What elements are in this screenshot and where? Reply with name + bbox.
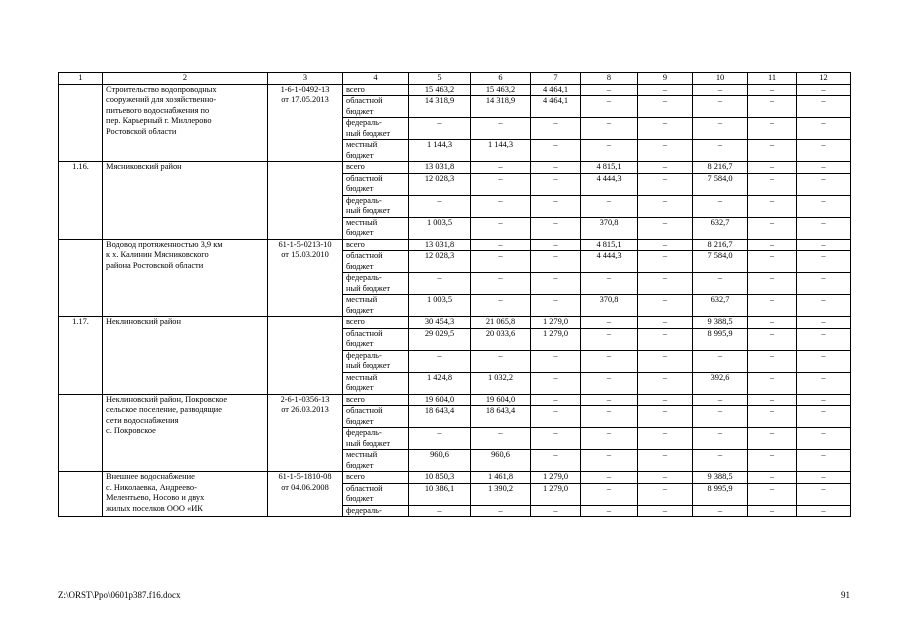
value-cell: – [471,162,531,174]
table-row [59,394,851,406]
value-cell: – [797,472,851,484]
value-cell: – [748,96,797,118]
value-cell: – [797,118,851,140]
value-cell: – [748,195,797,217]
value-cell: – [531,505,581,517]
value-cell: – [471,273,531,295]
value-cell: 21 065,8 [471,317,531,329]
header-cell: 8 [581,73,638,85]
value-cell: 10 850,3 [409,472,471,484]
value-cell: – [531,140,581,162]
value-cell: 8 216,7 [693,239,748,251]
value-cell: 14 318,9 [409,96,471,118]
value-cell: – [638,295,693,317]
funding-source: областной бюджет [343,483,409,505]
value-cell: 1 279,0 [531,317,581,329]
value-cell: – [748,317,797,329]
funding-source: местный бюджет [343,140,409,162]
value-cell: – [797,372,851,394]
document-table [58,72,851,517]
value-cell: – [581,394,638,406]
value-cell: – [471,195,531,217]
value-cell: 392,6 [693,372,748,394]
footer-file-path: Z:\ORST\Ppo\0601p387.f16.docx [58,590,181,600]
value-cell: – [797,350,851,372]
value-cell: – [638,350,693,372]
object-name: Мясниковский район [103,162,268,240]
value-cell: – [531,195,581,217]
value-cell: – [471,350,531,372]
value-cell: 9 388,5 [693,472,748,484]
value-cell: – [748,428,797,450]
value-cell: – [693,140,748,162]
value-cell: – [638,505,693,517]
value-cell: 18 643,4 [409,406,471,428]
item-number [59,239,103,317]
value-cell: – [638,394,693,406]
value-cell: – [693,118,748,140]
funding-source: всего [343,472,409,484]
value-cell: – [638,251,693,273]
value-cell: – [748,295,797,317]
value-cell: – [409,273,471,295]
value-cell: – [531,118,581,140]
value-cell: – [531,350,581,372]
value-cell: 370,8 [581,295,638,317]
value-cell: – [693,84,748,96]
header-cell: 9 [638,73,693,85]
value-cell: – [693,195,748,217]
value-cell: – [581,428,638,450]
value-cell: – [409,505,471,517]
value-cell: – [797,428,851,450]
value-cell: – [638,317,693,329]
value-cell: 15 463,2 [471,84,531,96]
document-number: 2-6-1-0356-13 от 26.03.2013 [268,394,343,472]
value-cell: – [471,239,531,251]
value-cell: – [638,450,693,472]
value-cell: – [797,483,851,505]
document-number: 61-1-5-1810-08 от 04.06.2008 [268,472,343,517]
value-cell: – [581,483,638,505]
value-cell: – [797,328,851,350]
document-number: 61-1-5-0213-10 от 15.03.2010 [268,239,343,317]
value-cell: 8 995,9 [693,328,748,350]
value-cell: – [638,428,693,450]
value-cell: – [748,483,797,505]
funding-source: федераль- ный бюджет [343,350,409,372]
value-cell: – [797,239,851,251]
value-cell: – [581,317,638,329]
item-number [59,84,103,162]
value-cell: 1 144,3 [409,140,471,162]
table-row [59,472,851,484]
value-cell: – [748,239,797,251]
funding-source: федераль- ный бюджет [343,195,409,217]
value-cell: – [409,195,471,217]
header-cell: 2 [103,73,268,85]
value-cell: 4 444,3 [581,173,638,195]
funding-source: всего [343,162,409,174]
value-cell: – [581,372,638,394]
value-cell: – [471,428,531,450]
header-cell: 12 [797,73,851,85]
header-row [59,73,851,85]
value-cell: – [748,173,797,195]
value-cell: – [748,472,797,484]
document-number [268,162,343,240]
value-cell: – [531,450,581,472]
value-cell: 4 815,1 [581,162,638,174]
value-cell: 960,6 [471,450,531,472]
value-cell: – [531,173,581,195]
value-cell: – [748,140,797,162]
value-cell: – [638,140,693,162]
value-cell: – [797,195,851,217]
value-cell: – [638,173,693,195]
value-cell: – [638,239,693,251]
value-cell: – [748,328,797,350]
value-cell: – [531,295,581,317]
value-cell: – [409,428,471,450]
value-cell: – [409,118,471,140]
funding-source: местный бюджет [343,450,409,472]
value-cell: – [693,428,748,450]
value-cell: – [797,96,851,118]
value-cell: – [471,295,531,317]
value-cell: – [581,84,638,96]
table-row [59,162,851,174]
value-cell: 1 003,5 [409,217,471,239]
value-cell: – [748,350,797,372]
value-cell: – [748,394,797,406]
value-cell: – [581,505,638,517]
header-cell: 1 [59,73,103,85]
value-cell: – [797,251,851,273]
value-cell: – [638,118,693,140]
value-cell: – [797,162,851,174]
funding-source: областной бюджет [343,406,409,428]
funding-source: всего [343,317,409,329]
value-cell: 1 144,3 [471,140,531,162]
value-cell: – [531,406,581,428]
value-cell: – [531,273,581,295]
value-cell: – [531,217,581,239]
value-cell: – [409,350,471,372]
value-cell: 8 995,9 [693,483,748,505]
value-cell: – [693,406,748,428]
table-row [59,317,851,329]
table-row [59,239,851,251]
value-cell: 632,7 [693,217,748,239]
value-cell: 12 028,3 [409,251,471,273]
value-cell: – [797,406,851,428]
value-cell: 4 815,1 [581,239,638,251]
funding-source: федераль- ный бюджет [343,118,409,140]
item-number: 1.17. [59,317,103,395]
value-cell: – [748,84,797,96]
value-cell: 7 584,0 [693,173,748,195]
value-cell: 12 028,3 [409,173,471,195]
value-cell: – [748,372,797,394]
value-cell: – [797,273,851,295]
value-cell: – [748,162,797,174]
item-number: 1.16. [59,162,103,240]
value-cell: – [748,450,797,472]
header-cell: 10 [693,73,748,85]
value-cell: – [693,450,748,472]
value-cell: – [531,162,581,174]
object-name: Водовод протяженностью 3,9 км к х. Калинин Мясниковского района Ростовской области [103,239,268,317]
value-cell: 13 031,8 [409,239,471,251]
value-cell: – [638,195,693,217]
funding-source: федераль- [343,505,409,517]
value-cell: 15 463,2 [409,84,471,96]
header-cell: 5 [409,73,471,85]
value-cell: 1 003,5 [409,295,471,317]
value-cell: – [797,450,851,472]
value-cell: 20 033,6 [471,328,531,350]
funding-source: областной бюджет [343,96,409,118]
object-name: Строительство водопроводных сооружений для хозяйственно- питьевого водоснабжения по пер. Карьерный г. Миллерово Ростовской области [103,84,268,162]
value-cell: 4 464,1 [531,84,581,96]
value-cell: 960,6 [409,450,471,472]
value-cell: – [471,118,531,140]
header-cell: 6 [471,73,531,85]
value-cell: – [693,394,748,406]
value-cell: 1 390,2 [471,483,531,505]
value-cell: – [471,173,531,195]
value-cell: – [748,505,797,517]
value-cell: 1 461,8 [471,472,531,484]
value-cell: 8 216,7 [693,162,748,174]
value-cell: – [797,84,851,96]
funding-source: местный бюджет [343,217,409,239]
value-cell: – [638,328,693,350]
value-cell: – [638,472,693,484]
value-cell: – [638,84,693,96]
value-cell: 18 643,4 [471,406,531,428]
funding-source: местный бюджет [343,295,409,317]
value-cell: – [693,350,748,372]
value-cell: – [638,217,693,239]
funding-source: областной бюджет [343,328,409,350]
value-cell: – [531,239,581,251]
value-cell: 10 386,1 [409,483,471,505]
value-cell: – [797,394,851,406]
value-cell: 370,8 [581,217,638,239]
value-cell: – [581,96,638,118]
value-cell: – [748,217,797,239]
value-cell: – [471,217,531,239]
document-number [268,317,343,395]
value-cell: – [638,162,693,174]
value-cell: – [797,317,851,329]
value-cell: – [748,273,797,295]
value-cell: – [531,251,581,273]
header-cell: 11 [748,73,797,85]
value-cell: 1 279,0 [531,483,581,505]
value-cell: – [638,273,693,295]
value-cell: – [638,96,693,118]
object-name: Внешнее водоснабжение с. Николаевка, Андреево- Мелентьево, Носово и двух жилых поселков ООО «ИК [103,472,268,517]
value-cell: 632,7 [693,295,748,317]
funding-source: областной бюджет [343,173,409,195]
value-cell: – [531,428,581,450]
value-cell: 14 318,9 [471,96,531,118]
object-name: Неклиновский район, Покровское сельское поселение, разводящие сети водоснабжения с. Покровское [103,394,268,472]
value-cell: – [748,406,797,428]
value-cell: – [581,273,638,295]
value-cell: 4 464,1 [531,96,581,118]
value-cell: – [638,483,693,505]
value-cell: 1 424,8 [409,372,471,394]
value-cell: – [797,505,851,517]
value-cell: 1 279,0 [531,472,581,484]
value-cell: – [748,118,797,140]
value-cell: – [581,406,638,428]
value-cell: 19 604,0 [409,394,471,406]
value-cell: 1 032,2 [471,372,531,394]
value-cell: – [581,140,638,162]
header-cell: 4 [343,73,409,85]
header-cell: 7 [531,73,581,85]
funding-source: всего [343,84,409,96]
value-cell: – [638,372,693,394]
value-cell: 29 029,5 [409,328,471,350]
funding-source: областной бюджет [343,251,409,273]
value-cell: – [581,328,638,350]
value-cell: – [581,195,638,217]
document-number: 1-6-1-0492-13 от 17.05.2013 [268,84,343,162]
value-cell: – [797,173,851,195]
value-cell: – [471,505,531,517]
funding-source: всего [343,394,409,406]
object-name: Неклиновский район [103,317,268,395]
value-cell: 30 454,3 [409,317,471,329]
value-cell: – [531,372,581,394]
value-cell: – [581,350,638,372]
value-cell: – [471,251,531,273]
value-cell: 1 279,0 [531,328,581,350]
value-cell: – [531,394,581,406]
value-cell: – [797,140,851,162]
header-cell: 3 [268,73,343,85]
value-cell: – [748,251,797,273]
table-row [59,84,851,96]
value-cell: – [638,406,693,428]
funding-source: федераль- ный бюджет [343,428,409,450]
value-cell: 13 031,8 [409,162,471,174]
value-cell: – [693,273,748,295]
item-number [59,472,103,517]
value-cell: – [693,505,748,517]
funding-source: всего [343,239,409,251]
value-cell: 4 444,3 [581,251,638,273]
funding-source: федераль- ный бюджет [343,273,409,295]
value-cell: – [581,450,638,472]
value-cell: 7 584,0 [693,251,748,273]
footer-page-number: 91 [841,590,850,600]
value-cell: – [693,96,748,118]
value-cell: – [581,118,638,140]
value-cell: 19 604,0 [471,394,531,406]
item-number [59,394,103,472]
value-cell: 9 388,5 [693,317,748,329]
value-cell: – [797,217,851,239]
value-cell: – [797,295,851,317]
funding-source: местный бюджет [343,372,409,394]
value-cell: – [581,472,638,484]
